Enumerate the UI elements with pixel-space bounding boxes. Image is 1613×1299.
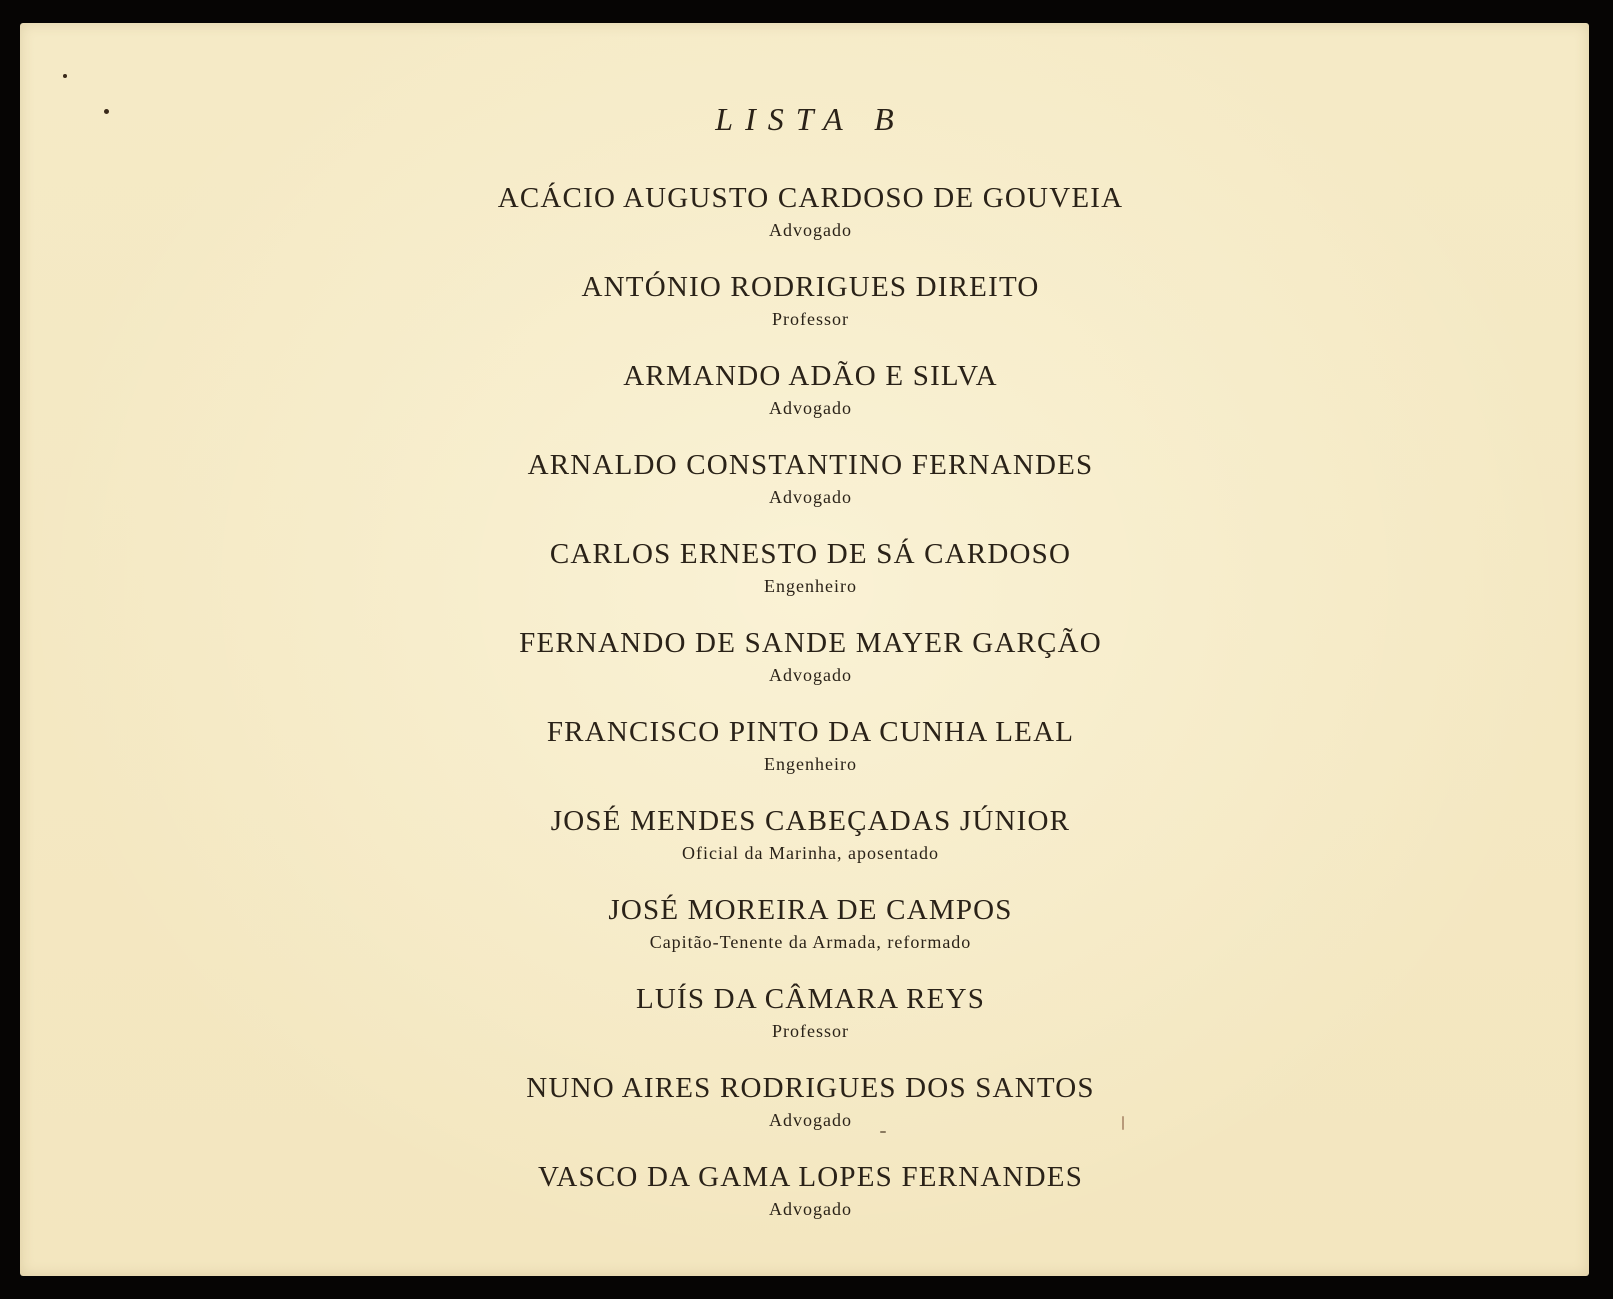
candidate-name: ANTÓNIO RODRIGUES DIREITO [581, 271, 1040, 303]
candidate-profession: Professor [772, 309, 849, 329]
ballot-card [20, 23, 1589, 1276]
candidate-profession: Advogado [769, 1199, 852, 1219]
candidate-entry [20, 1071, 1589, 1160]
candidate-entry [20, 804, 1589, 893]
candidate-name: JOSÉ MOREIRA DE CAMPOS [608, 894, 1013, 926]
candidate-profession: Advogado [769, 487, 852, 507]
candidate-entry [20, 982, 1589, 1071]
candidate-profession: Advogado [769, 665, 852, 685]
candidate-entry [20, 537, 1589, 626]
candidate-name: FERNANDO DE SANDE MAYER GARÇÃO [519, 627, 1102, 659]
candidate-profession: Oficial da Marinha, aposentado [682, 843, 939, 863]
candidate-name: FRANCISCO PINTO DA CUNHA LEAL [546, 716, 1075, 748]
candidate-name: NUNO AIRES RODRIGUES DOS SANTOS [526, 1072, 1095, 1104]
candidate-profession: Professor [772, 1021, 849, 1041]
candidate-profession: Engenheiro [764, 576, 857, 596]
candidate-entry [20, 359, 1589, 448]
candidate-list [20, 181, 1589, 1249]
candidate-entry [20, 1160, 1589, 1249]
ink-speck [63, 74, 67, 78]
candidate-name: JOSÉ MENDES CABEÇADAS JÚNIOR [550, 805, 1071, 837]
candidate-profession: Advogado [769, 220, 852, 240]
candidate-name: CARLOS ERNESTO DE SÁ CARDOSO [549, 538, 1072, 570]
candidate-name: VASCO DA GAMA LOPES FERNANDES [537, 1161, 1084, 1193]
candidate-entry [20, 181, 1589, 270]
candidate-entry [20, 893, 1589, 982]
candidate-profession: Advogado [769, 1110, 852, 1130]
candidate-profession: Engenheiro [764, 754, 857, 774]
candidate-name: ARMANDO ADÃO E SILVA [623, 360, 998, 392]
list-title: LISTA B [715, 101, 906, 137]
candidate-name: LUÍS DA CÂMARA REYS [635, 983, 986, 1015]
candidate-name: ACÁCIO AUGUSTO CARDOSO DE GOUVEIA [497, 182, 1124, 214]
candidate-entry [20, 270, 1589, 359]
candidate-entry [20, 626, 1589, 715]
candidate-profession: Advogado [769, 398, 852, 418]
candidate-entry [20, 448, 1589, 537]
candidate-entry [20, 715, 1589, 804]
candidate-name: ARNALDO CONSTANTINO FERNANDES [527, 449, 1094, 481]
candidate-profession: Capitão-Tenente da Armada, reformado [649, 932, 972, 952]
